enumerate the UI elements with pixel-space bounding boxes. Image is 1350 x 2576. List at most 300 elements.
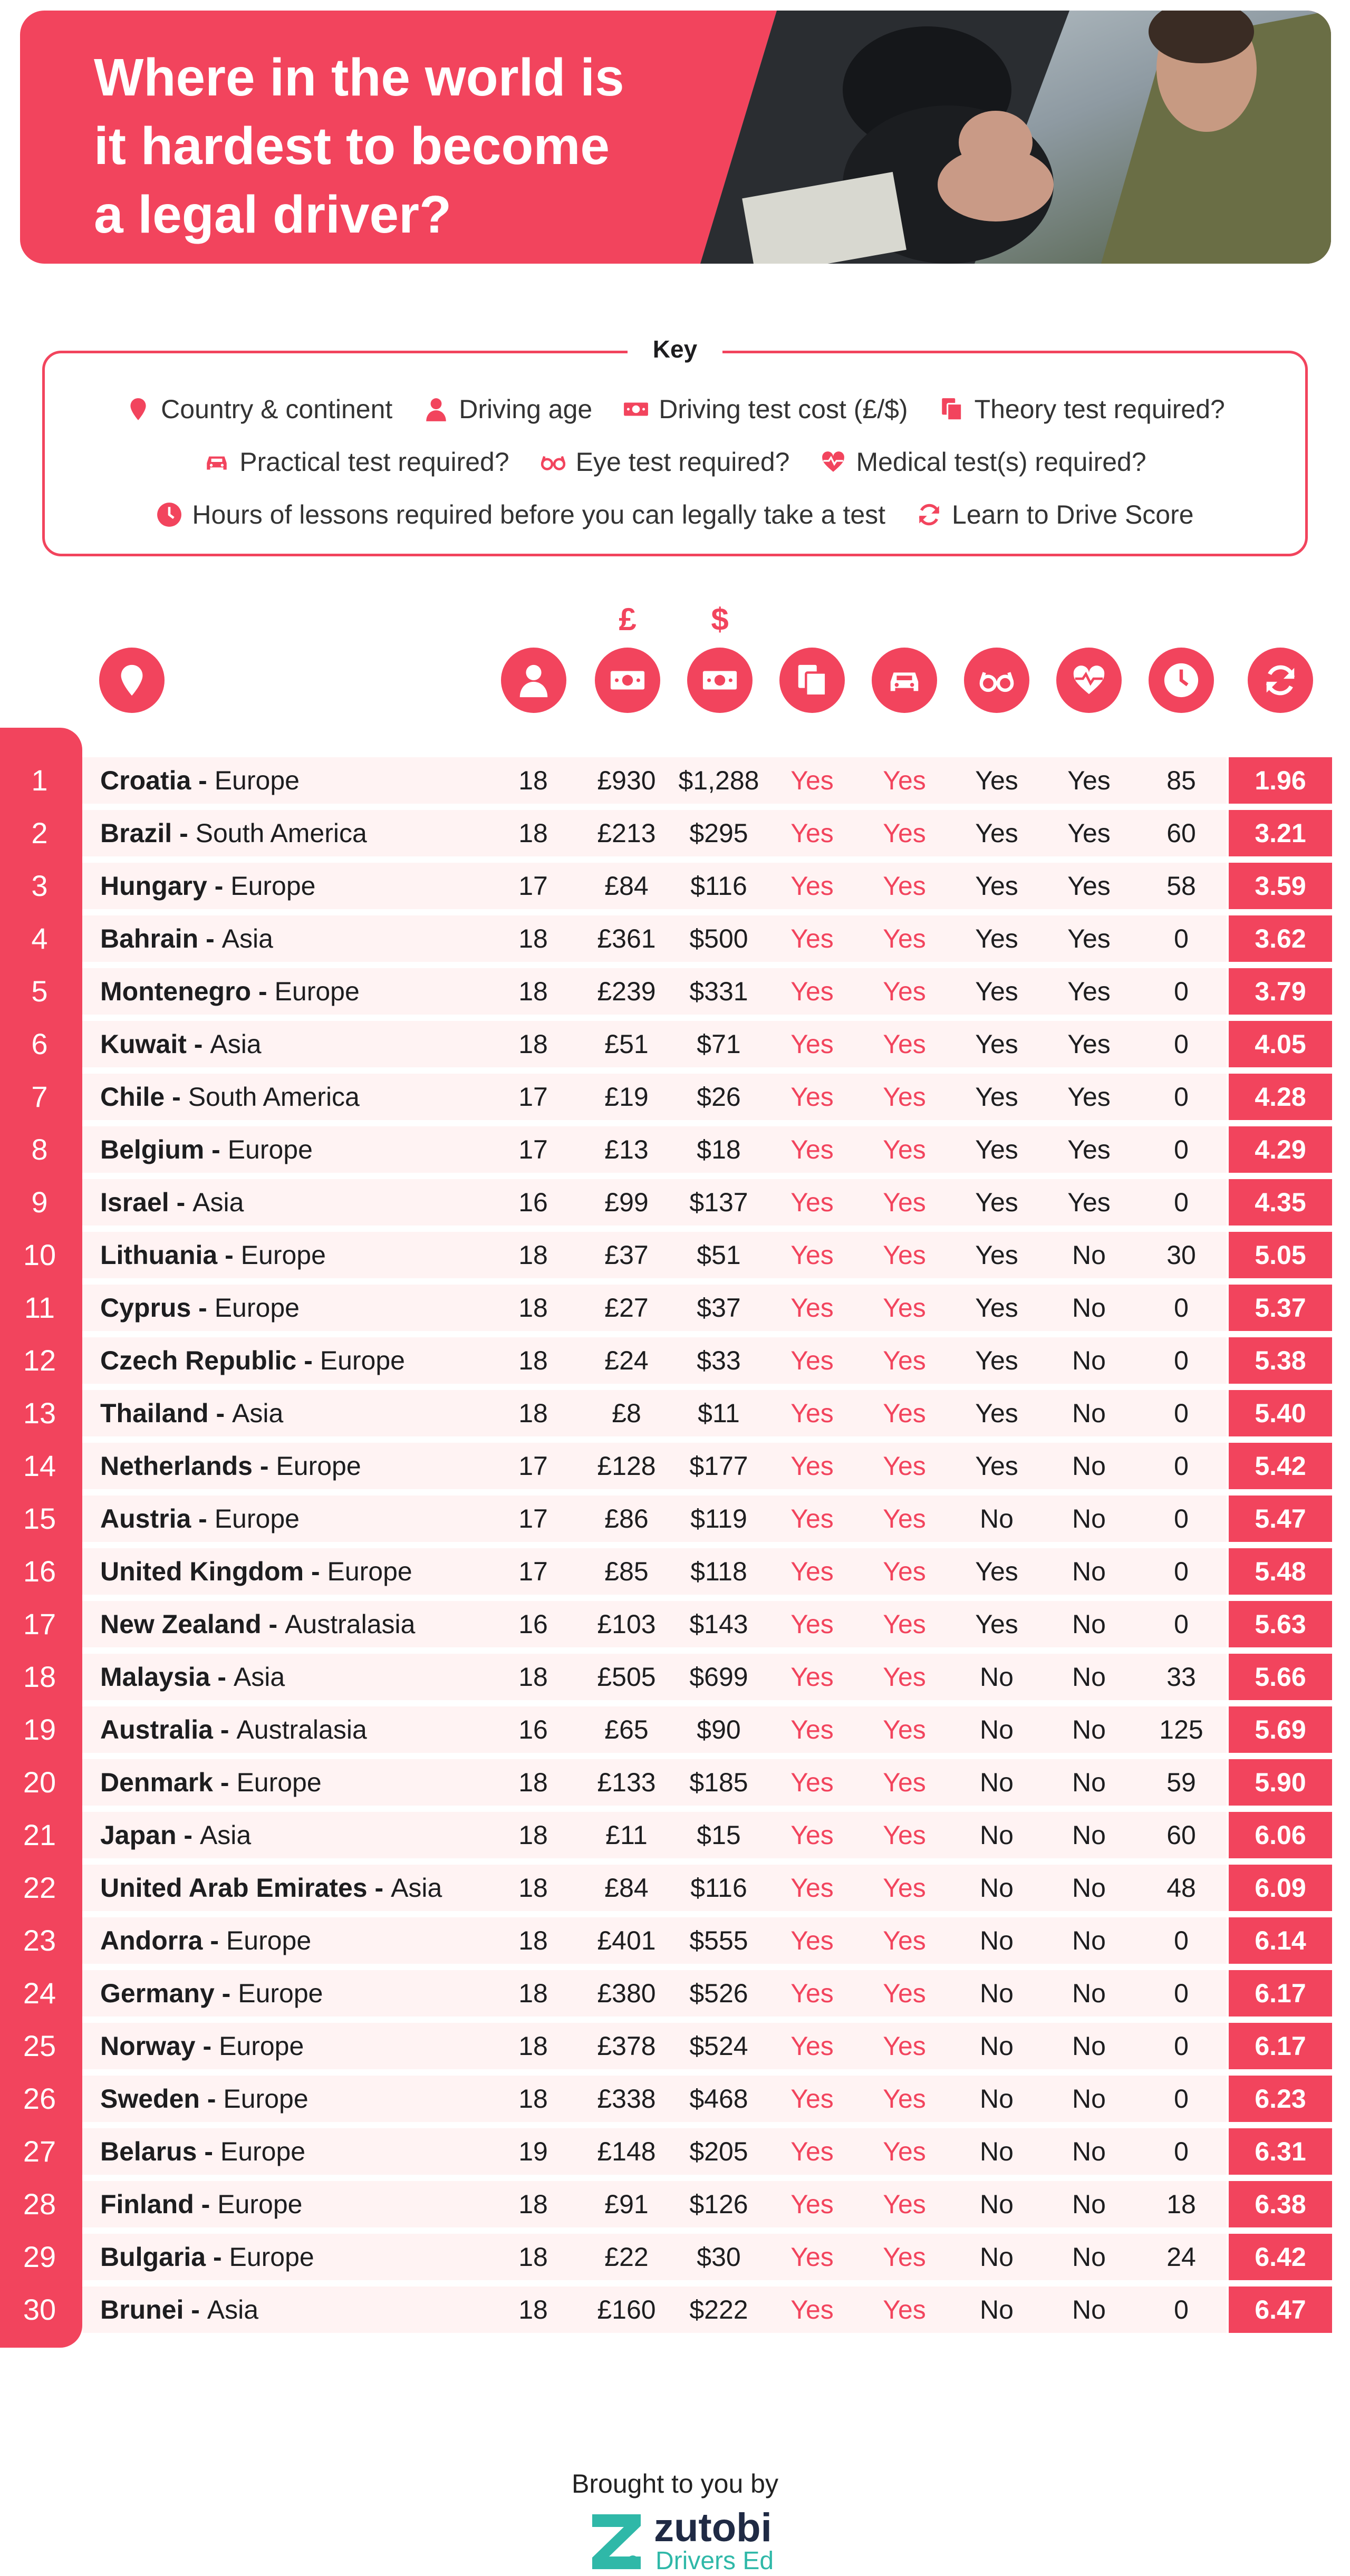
country-name: Israel bbox=[100, 1188, 169, 1217]
table-row bbox=[0, 1334, 1350, 1387]
score-badge: 6.17 bbox=[1229, 1970, 1332, 2017]
header-glasses-icon bbox=[964, 648, 1029, 713]
medical-cell: Yes bbox=[1067, 924, 1111, 953]
eye-cell: Yes bbox=[975, 1346, 1018, 1375]
medical-cell: Yes bbox=[1067, 818, 1111, 848]
country-cell bbox=[100, 754, 300, 807]
country-name: Austria bbox=[100, 1504, 191, 1533]
continent-name: Australasia bbox=[285, 1609, 416, 1639]
score-badge: 5.37 bbox=[1229, 1285, 1332, 1331]
practical-cell: Yes bbox=[883, 1240, 926, 1270]
table-row bbox=[0, 1387, 1350, 1440]
eye-cell: Yes bbox=[975, 924, 1018, 953]
table-row bbox=[0, 2020, 1350, 2072]
country-separator: - bbox=[172, 818, 196, 848]
practical-cell: Yes bbox=[883, 1926, 926, 1955]
table-row bbox=[0, 1967, 1350, 2020]
rank-number: 12 bbox=[23, 1344, 56, 1377]
continent-name: Europe bbox=[227, 1135, 313, 1164]
eye-cell: No bbox=[980, 2242, 1014, 2272]
theory-cell: Yes bbox=[790, 1926, 834, 1955]
score-badge: 3.62 bbox=[1229, 915, 1332, 962]
country-separator: - bbox=[191, 1293, 215, 1323]
age-cell: 18 bbox=[518, 2189, 548, 2219]
rank-number: 6 bbox=[31, 1027, 48, 1060]
age-cell: 18 bbox=[518, 2295, 548, 2324]
continent-name: Europe bbox=[327, 1557, 412, 1586]
rank-number: 2 bbox=[31, 816, 48, 850]
score-badge: 5.66 bbox=[1229, 1654, 1332, 1700]
medical-cell: No bbox=[1072, 1768, 1106, 1797]
theory-cell: Yes bbox=[790, 1451, 834, 1481]
medical-cell: No bbox=[1072, 2189, 1106, 2219]
eye-cell: No bbox=[980, 1662, 1014, 1692]
eye-cell: No bbox=[980, 2084, 1014, 2114]
practical-cell: Yes bbox=[883, 1135, 926, 1164]
gbp-cell: £148 bbox=[597, 2137, 656, 2166]
country-separator: - bbox=[296, 1346, 320, 1375]
hours-cell: 0 bbox=[1174, 924, 1189, 953]
table-row bbox=[0, 965, 1350, 1018]
title-line-1: Where in the world is bbox=[94, 48, 624, 107]
continent-name: Asia bbox=[232, 1398, 284, 1428]
country-name: Montenegro bbox=[100, 977, 252, 1006]
country-separator: - bbox=[198, 924, 222, 953]
practical-cell: Yes bbox=[883, 818, 926, 848]
table-row bbox=[0, 754, 1350, 807]
eye-cell: No bbox=[980, 2189, 1014, 2219]
country-cell bbox=[100, 1281, 300, 1334]
theory-cell: Yes bbox=[790, 924, 834, 953]
medical-cell: No bbox=[1072, 1346, 1106, 1375]
hours-cell: 0 bbox=[1174, 1926, 1189, 1955]
country-name: Brunei bbox=[100, 2295, 184, 2324]
score-badge: 5.47 bbox=[1229, 1496, 1332, 1542]
refresh-icon bbox=[916, 501, 942, 528]
country-name: Australia bbox=[100, 1715, 213, 1744]
continent-name: Europe bbox=[219, 2031, 304, 2061]
gbp-cell: £361 bbox=[597, 924, 656, 953]
rank-number: 5 bbox=[31, 975, 48, 1008]
theory-cell: Yes bbox=[790, 2084, 834, 2114]
eye-cell: Yes bbox=[975, 977, 1018, 1006]
score-badge: 6.09 bbox=[1229, 1865, 1332, 1911]
age-cell: 16 bbox=[518, 1609, 548, 1639]
score-badge: 5.69 bbox=[1229, 1706, 1332, 1753]
continent-name: Asia bbox=[221, 924, 273, 953]
theory-cell: Yes bbox=[790, 1240, 834, 1270]
table-row bbox=[0, 2072, 1350, 2125]
country-cell bbox=[100, 1598, 415, 1651]
gbp-cell: £91 bbox=[604, 2189, 649, 2219]
medical-cell: Yes bbox=[1067, 1188, 1111, 1217]
continent-name: Asia bbox=[233, 1662, 285, 1692]
age-cell: 18 bbox=[518, 1398, 548, 1428]
theory-cell: Yes bbox=[790, 1873, 834, 1903]
country-name: Malaysia bbox=[100, 1662, 210, 1692]
score-badge: 6.06 bbox=[1229, 1812, 1332, 1858]
country-separator: - bbox=[217, 1240, 241, 1270]
theory-cell: Yes bbox=[790, 1346, 834, 1375]
brand-subtitle: Drivers Ed bbox=[655, 2547, 774, 2575]
clock-icon bbox=[156, 501, 182, 528]
table-row bbox=[0, 1492, 1350, 1545]
gbp-cell: £51 bbox=[604, 1029, 649, 1059]
theory-cell: Yes bbox=[790, 1979, 834, 2008]
theory-cell: Yes bbox=[790, 1082, 834, 1112]
medical-cell: No bbox=[1072, 1979, 1106, 2008]
age-cell: 18 bbox=[518, 766, 548, 795]
country-separator: - bbox=[213, 1715, 237, 1744]
usd-cell: $15 bbox=[697, 1820, 741, 1850]
key-item-cost: Driving test cost (£/$) bbox=[623, 393, 908, 425]
usd-cell: $18 bbox=[697, 1135, 741, 1164]
brand-logo-icon bbox=[588, 2510, 646, 2573]
theory-cell: Yes bbox=[790, 766, 834, 795]
medical-cell: No bbox=[1072, 2242, 1106, 2272]
country-name: Thailand bbox=[100, 1398, 209, 1428]
country-cell bbox=[100, 1861, 442, 1914]
gbp-cell: £160 bbox=[597, 2295, 656, 2324]
continent-name: Europe bbox=[230, 871, 316, 901]
score-badge: 3.21 bbox=[1229, 810, 1332, 856]
table-row bbox=[0, 2231, 1350, 2283]
country-separator: - bbox=[207, 871, 231, 901]
country-separator: - bbox=[194, 2189, 218, 2219]
continent-name: Europe bbox=[240, 1240, 326, 1270]
country-cell bbox=[100, 1123, 313, 1176]
continent-name: Europe bbox=[217, 2189, 303, 2219]
country-separator: - bbox=[184, 2295, 207, 2324]
eye-cell: Yes bbox=[975, 1082, 1018, 1112]
score-badge: 5.38 bbox=[1229, 1337, 1332, 1384]
score-badge: 5.40 bbox=[1229, 1390, 1332, 1436]
practical-cell: Yes bbox=[883, 2031, 926, 2061]
usd-cell: $468 bbox=[689, 2084, 748, 2114]
key-item-country: Country & continent bbox=[125, 393, 392, 425]
usd-cell: $137 bbox=[689, 1188, 748, 1217]
key-row-2 bbox=[42, 446, 1308, 478]
table-row bbox=[0, 1703, 1350, 1756]
country-name: Kuwait bbox=[100, 1029, 187, 1059]
hours-cell: 0 bbox=[1174, 1135, 1189, 1164]
eye-cell: Yes bbox=[975, 1240, 1018, 1270]
score-badge: 1.96 bbox=[1229, 757, 1332, 804]
age-cell: 18 bbox=[518, 924, 548, 953]
country-separator: - bbox=[251, 977, 275, 1006]
age-cell: 18 bbox=[518, 1240, 548, 1270]
country-name: Germany bbox=[100, 1979, 215, 2008]
table-row bbox=[0, 1809, 1350, 1861]
rank-number: 7 bbox=[31, 1080, 48, 1113]
country-separator: - bbox=[169, 1188, 193, 1217]
eye-cell: Yes bbox=[975, 1293, 1018, 1323]
eye-cell: Yes bbox=[975, 1609, 1018, 1639]
practical-cell: Yes bbox=[883, 1662, 926, 1692]
country-cell bbox=[100, 807, 367, 860]
score-badge: 5.90 bbox=[1229, 1759, 1332, 1806]
key-item-score: Learn to Drive Score bbox=[916, 499, 1194, 530]
score-badge: 5.42 bbox=[1229, 1443, 1332, 1489]
country-name: Finland bbox=[100, 2189, 194, 2219]
practical-cell: Yes bbox=[883, 2137, 926, 2166]
table-row bbox=[0, 1861, 1350, 1914]
header-refresh-icon bbox=[1248, 648, 1313, 713]
rank-number: 22 bbox=[23, 1871, 56, 1904]
hours-cell: 85 bbox=[1166, 766, 1196, 795]
age-cell: 18 bbox=[518, 1029, 548, 1059]
medical-cell: No bbox=[1072, 2137, 1106, 2166]
score-badge: 5.63 bbox=[1229, 1601, 1332, 1647]
usd-cell: $126 bbox=[689, 2189, 748, 2219]
country-cell bbox=[100, 1018, 262, 1070]
eye-cell: Yes bbox=[975, 1135, 1018, 1164]
practical-cell: Yes bbox=[883, 1609, 926, 1639]
usd-cell: $90 bbox=[697, 1715, 741, 1744]
practical-cell: Yes bbox=[883, 1715, 926, 1744]
country-name: Chile bbox=[100, 1082, 165, 1112]
country-cell bbox=[100, 2231, 314, 2283]
usd-cell: $699 bbox=[689, 1662, 748, 1692]
key-row-3 bbox=[42, 499, 1308, 530]
usd-cell: $555 bbox=[689, 1926, 748, 1955]
hours-cell: 0 bbox=[1174, 1082, 1189, 1112]
rank-number: 30 bbox=[23, 2293, 56, 2326]
hours-cell: 0 bbox=[1174, 1188, 1189, 1217]
score-badge: 5.05 bbox=[1229, 1232, 1332, 1278]
country-separator: - bbox=[214, 1979, 238, 2008]
gbp-cell: £128 bbox=[597, 1451, 656, 1481]
country-separator: - bbox=[304, 1557, 327, 1586]
country-separator: - bbox=[165, 1082, 188, 1112]
pound-symbol: £ bbox=[619, 602, 637, 637]
practical-cell: Yes bbox=[883, 1557, 926, 1586]
hours-cell: 0 bbox=[1174, 2137, 1189, 2166]
score-badge: 6.47 bbox=[1229, 2286, 1332, 2333]
usd-cell: $33 bbox=[697, 1346, 741, 1375]
continent-name: South America bbox=[188, 1082, 360, 1112]
rank-number: 27 bbox=[23, 2135, 56, 2168]
table-row bbox=[0, 1651, 1350, 1703]
country-name: Cyprus bbox=[100, 1293, 191, 1323]
theory-cell: Yes bbox=[790, 1188, 834, 1217]
age-cell: 18 bbox=[518, 2084, 548, 2114]
key-item-age: Driving age bbox=[423, 393, 592, 425]
medical-cell: No bbox=[1072, 1609, 1106, 1639]
usd-cell: $185 bbox=[689, 1768, 748, 1797]
rank-number: 19 bbox=[23, 1713, 56, 1746]
gbp-cell: £930 bbox=[597, 766, 656, 795]
hours-cell: 0 bbox=[1174, 2084, 1189, 2114]
header-car-icon bbox=[872, 648, 937, 713]
country-cell bbox=[100, 860, 315, 912]
hours-cell: 0 bbox=[1174, 977, 1189, 1006]
age-cell: 18 bbox=[518, 1873, 548, 1903]
heartbeat-icon bbox=[820, 449, 846, 475]
theory-cell: Yes bbox=[790, 1820, 834, 1850]
gbp-cell: £133 bbox=[597, 1768, 656, 1797]
country-cell bbox=[100, 1229, 326, 1281]
eye-cell: Yes bbox=[975, 1557, 1018, 1586]
hero-banner bbox=[20, 11, 1331, 264]
table-row bbox=[0, 1229, 1350, 1281]
score-badge: 4.28 bbox=[1229, 1074, 1332, 1120]
table-row bbox=[0, 1176, 1350, 1229]
country-separator: - bbox=[261, 1609, 285, 1639]
country-separator: - bbox=[252, 1451, 276, 1481]
continent-name: Europe bbox=[214, 1504, 300, 1533]
usd-cell: $331 bbox=[689, 977, 748, 1006]
theory-cell: Yes bbox=[790, 2137, 834, 2166]
medical-cell: Yes bbox=[1067, 1029, 1111, 1059]
eye-cell: No bbox=[980, 1504, 1014, 1533]
key-item-practical: Practical test required? bbox=[204, 446, 509, 478]
country-cell bbox=[100, 912, 273, 965]
table-row bbox=[0, 912, 1350, 965]
header-person-icon bbox=[501, 648, 566, 713]
medical-cell: No bbox=[1072, 1240, 1106, 1270]
medical-cell: No bbox=[1072, 1451, 1106, 1481]
age-cell: 18 bbox=[518, 2031, 548, 2061]
eye-cell: No bbox=[980, 1715, 1014, 1744]
hours-cell: 0 bbox=[1174, 1451, 1189, 1481]
rank-number: 13 bbox=[23, 1396, 56, 1430]
page-title bbox=[94, 43, 727, 249]
country-separator: - bbox=[186, 1029, 210, 1059]
table-row bbox=[0, 1440, 1350, 1492]
header-clock-icon bbox=[1149, 648, 1214, 713]
country-cell bbox=[100, 1703, 367, 1756]
country-cell bbox=[100, 965, 360, 1018]
practical-cell: Yes bbox=[883, 2189, 926, 2219]
hours-cell: 0 bbox=[1174, 1557, 1189, 1586]
gbp-cell: £380 bbox=[597, 1979, 656, 2008]
country-cell bbox=[100, 2125, 305, 2178]
practical-cell: Yes bbox=[883, 1188, 926, 1217]
score-badge: 6.38 bbox=[1229, 2181, 1332, 2227]
country-separator: - bbox=[195, 2031, 219, 2061]
gbp-cell: £401 bbox=[597, 1926, 656, 1955]
continent-name: Europe bbox=[320, 1346, 405, 1375]
country-separator: - bbox=[204, 1135, 228, 1164]
header-heartbeat-icon bbox=[1056, 648, 1122, 713]
gbp-cell: £103 bbox=[597, 1609, 656, 1639]
usd-cell: $295 bbox=[689, 818, 748, 848]
practical-cell: Yes bbox=[883, 1979, 926, 2008]
theory-cell: Yes bbox=[790, 1662, 834, 1692]
rank-number: 29 bbox=[23, 2240, 56, 2273]
practical-cell: Yes bbox=[883, 1451, 926, 1481]
continent-name: Asia bbox=[210, 1029, 262, 1059]
rank-number: 26 bbox=[23, 2082, 56, 2115]
gbp-cell: £84 bbox=[604, 871, 649, 901]
continent-name: Asia bbox=[199, 1820, 252, 1850]
eye-cell: No bbox=[980, 1768, 1014, 1797]
practical-cell: Yes bbox=[883, 1768, 926, 1797]
country-cell bbox=[100, 1914, 311, 1967]
gbp-cell: £13 bbox=[604, 1135, 649, 1164]
country-separator: - bbox=[367, 1873, 391, 1903]
theory-cell: Yes bbox=[790, 977, 834, 1006]
age-cell: 17 bbox=[518, 1082, 548, 1112]
gbp-cell: £65 bbox=[604, 1715, 649, 1744]
gbp-cell: £8 bbox=[612, 1398, 641, 1428]
medical-cell: No bbox=[1072, 1873, 1106, 1903]
table-row bbox=[0, 1598, 1350, 1651]
country-cell bbox=[100, 1756, 322, 1809]
usd-cell: $37 bbox=[697, 1293, 741, 1323]
hours-cell: 0 bbox=[1174, 1293, 1189, 1323]
theory-cell: Yes bbox=[790, 1293, 834, 1323]
rank-number: 3 bbox=[31, 869, 48, 902]
country-cell bbox=[100, 2020, 304, 2072]
continent-name: Europe bbox=[220, 2137, 306, 2166]
country-separator: - bbox=[191, 766, 215, 795]
continent-name: Asia bbox=[192, 1188, 244, 1217]
practical-cell: Yes bbox=[883, 1398, 926, 1428]
age-cell: 17 bbox=[518, 1557, 548, 1586]
continent-name: South America bbox=[195, 818, 367, 848]
theory-cell: Yes bbox=[790, 1609, 834, 1639]
practical-cell: Yes bbox=[883, 2084, 926, 2114]
table-row bbox=[0, 2283, 1350, 2336]
usd-cell: $119 bbox=[690, 1504, 747, 1533]
location-pin-icon bbox=[125, 396, 151, 422]
age-cell: 17 bbox=[518, 1135, 548, 1164]
rank-number: 25 bbox=[23, 2029, 56, 2062]
theory-cell: Yes bbox=[790, 818, 834, 848]
hours-cell: 18 bbox=[1166, 2189, 1196, 2219]
gbp-cell: £84 bbox=[604, 1873, 649, 1903]
usd-cell: $222 bbox=[689, 2295, 748, 2324]
country-name: Hungary bbox=[100, 871, 207, 901]
medical-cell: Yes bbox=[1067, 977, 1111, 1006]
eye-cell: No bbox=[980, 1926, 1014, 1955]
rank-number: 11 bbox=[24, 1291, 55, 1324]
country-separator: - bbox=[206, 2242, 229, 2272]
gbp-cell: £378 bbox=[597, 2031, 656, 2061]
score-badge: 4.35 bbox=[1229, 1179, 1332, 1226]
score-badge: 5.48 bbox=[1229, 1548, 1332, 1595]
hours-cell: 30 bbox=[1166, 1240, 1196, 1270]
country-name: United Arab Emirates bbox=[100, 1873, 368, 1903]
gbp-cell: £505 bbox=[597, 1662, 656, 1692]
hours-cell: 0 bbox=[1174, 2295, 1189, 2324]
country-cell bbox=[100, 1387, 283, 1440]
hours-cell: 48 bbox=[1166, 1873, 1196, 1903]
practical-cell: Yes bbox=[883, 1293, 926, 1323]
age-cell: 18 bbox=[518, 977, 548, 1006]
age-cell: 16 bbox=[518, 1188, 548, 1217]
score-badge: 3.59 bbox=[1229, 863, 1332, 909]
key-item-eye: Eye test required? bbox=[540, 446, 790, 478]
practical-cell: Yes bbox=[883, 1820, 926, 1850]
hours-cell: 33 bbox=[1166, 1662, 1196, 1692]
theory-cell: Yes bbox=[790, 2189, 834, 2219]
theory-cell: Yes bbox=[790, 1504, 834, 1533]
country-name: Czech Republic bbox=[100, 1346, 297, 1375]
country-cell bbox=[100, 1176, 244, 1229]
practical-cell: Yes bbox=[883, 977, 926, 1006]
rank-number: 8 bbox=[31, 1133, 48, 1166]
practical-cell: Yes bbox=[883, 924, 926, 953]
rank-number: 9 bbox=[31, 1185, 48, 1219]
medical-cell: No bbox=[1072, 2084, 1106, 2114]
score-badge: 6.17 bbox=[1229, 2023, 1332, 2069]
practical-cell: Yes bbox=[883, 766, 926, 795]
car-icon bbox=[204, 449, 230, 475]
practical-cell: Yes bbox=[883, 871, 926, 901]
